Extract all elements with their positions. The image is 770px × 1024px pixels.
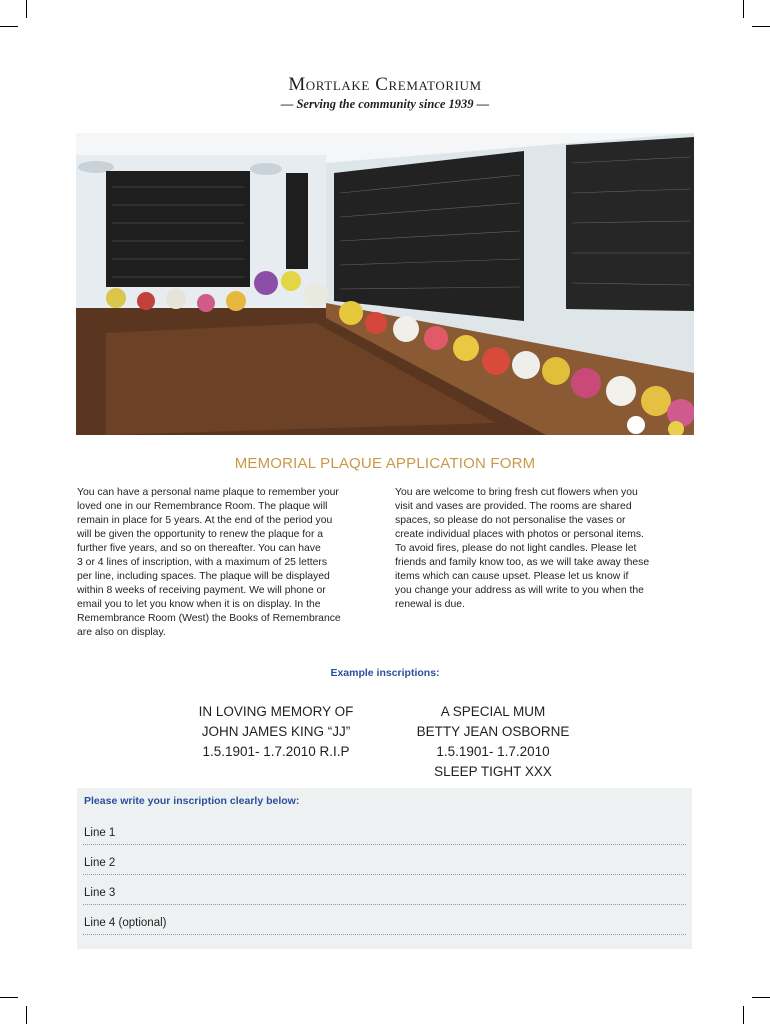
inscription-line-field[interactable] xyxy=(83,822,686,845)
page-header xyxy=(0,74,770,112)
crop-mark xyxy=(0,997,18,998)
inscription-line: 1.5.1901- 1.7.2010 R.I.P xyxy=(202,744,350,759)
example-inscription xyxy=(166,702,386,762)
line-label: Line 2 xyxy=(84,857,116,869)
line-label: Line 4 (optional) xyxy=(84,917,167,929)
crop-mark xyxy=(743,1006,744,1024)
example-inscription xyxy=(380,702,606,782)
remembrance-room-photo xyxy=(76,133,694,435)
examples-heading: Example inscriptions: xyxy=(330,667,440,679)
intro-text-right: You are welcome to bring fresh cut flowers when you visit and vases are provided. The rooms are shared spaces, so please do not personalise the vases or create individual places with photos or personal items. To avoid fires, please do not light candles. Please let friends and family know too, as we will take away these items which can cause upset. Please let us know if you change your address as will write to you when the renewal is due. xyxy=(395,487,650,610)
form-title: MEMORIAL PLAQUE APPLICATION FORM xyxy=(234,455,536,472)
inscription-line: 1.5.1901- 1.7.2010 xyxy=(436,744,550,759)
line-label: Line 1 xyxy=(84,827,116,839)
intro-text-left: You can have a personal name plaque to remember your loved one in our Remembrance Room. The plaque will remain in place for 5 years. At the end of the period you will be given the opportunity to renew the plaque for a further five years, and so on thereafter. You can have 3 or 4 lines of inscription, with a maximum of 25 letters per line, including spaces. The plaque will be displayed within 8 weeks of receiving payment. We will phone or email you to let you know when it is on display. In the Remembrance Room (West) the Books of Remembrance are also on display. xyxy=(77,487,341,638)
crop-mark xyxy=(26,0,27,18)
inscription-form-heading: Please write your inscription clearly below: xyxy=(84,795,300,807)
tagline: — Serving the community since 1939 — xyxy=(280,97,490,111)
inscription-line: IN LOVING MEMORY OF xyxy=(198,704,354,719)
crop-mark xyxy=(26,1006,27,1024)
line-label: Line 3 xyxy=(84,887,116,899)
crop-mark xyxy=(752,997,770,998)
crop-mark xyxy=(743,0,744,18)
inscription-line-field[interactable] xyxy=(83,852,686,875)
inscription-line-field[interactable] xyxy=(83,882,686,905)
inscription-form xyxy=(77,788,692,949)
crematorium-name: Mortlake Crematorium xyxy=(288,74,482,95)
crop-mark xyxy=(0,26,18,27)
inscription-line: SLEEP TIGHT XXX xyxy=(434,764,552,779)
inscription-line-field[interactable] xyxy=(83,912,686,935)
inscription-line: A SPECIAL MUM xyxy=(440,704,546,719)
inscription-line: JOHN JAMES KING “JJ” xyxy=(201,724,351,739)
crop-mark xyxy=(752,26,770,27)
inscription-line: BETTY JEAN OSBORNE xyxy=(416,724,570,739)
